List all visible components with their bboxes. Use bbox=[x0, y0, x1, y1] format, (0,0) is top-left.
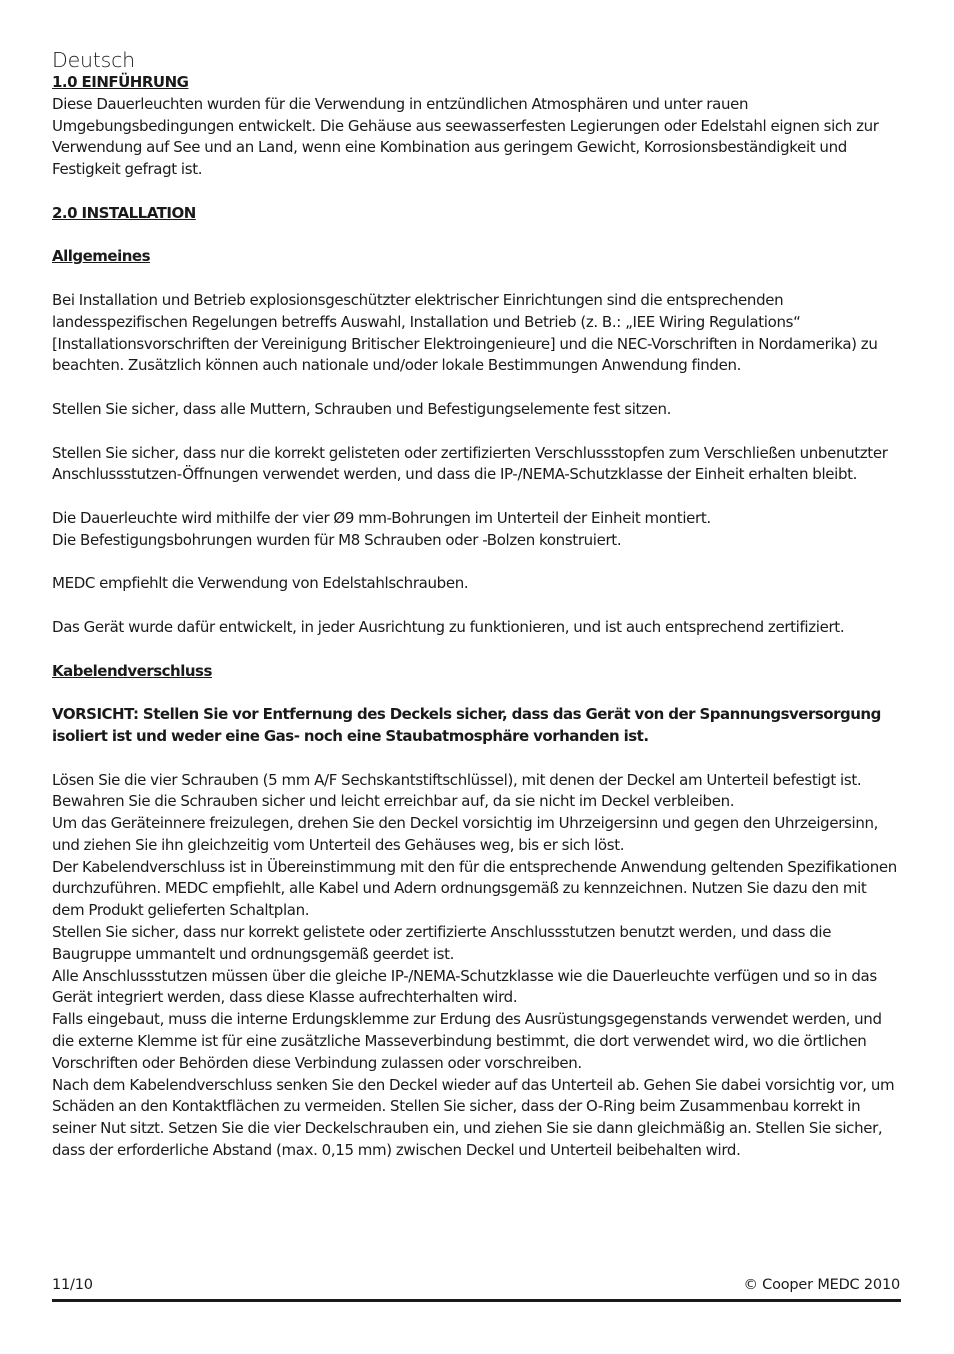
cable-heading: Kabelendverschluss bbox=[52, 661, 212, 680]
general-paragraph-screws: MEDC empfiehlt die Verwendung von Edelstahlschrauben. bbox=[52, 574, 469, 593]
cable-paragraph: Der Kabelendverschluss ist in Übereinstimmung mit den für die entsprechende Anwendung geltenden Spezifikationen durchzuführen. MEDC empfiehlt, alle Kabel und Adern ordnungsgemäß zu kennzeichnen. Nutzen Sie dazu den mit dem Produkt gelieferten Schaltplan. bbox=[52, 857, 897, 920]
page-number: 11/10 bbox=[52, 1277, 93, 1293]
intro-paragraph: Diese Dauerleuchten wurden für die Verwendung in entzündlichen Atmosphären und unter rauen Umgebungsbedingungen entwickelt. Die Gehäuse aus seewasserfesten Legierungen oder Edelstahl eignen sich zur Verwendung auf See und an Land, wenn eine Kombination aus geringem Gewicht, Korrosionsbeständigkeit und Festigkeit gefragt ist. bbox=[52, 94, 879, 179]
intro-heading: 1.0 EINFÜHRUNG bbox=[52, 73, 189, 91]
footer-divider bbox=[52, 1299, 901, 1302]
cable-paragraph: Stellen Sie sicher, dass nur korrekt gelistete oder zertifizierte Anschlussstutzen benutzt werden, und dass die Baugruppe ummantelt und ordnungsgemäß geerdet ist. bbox=[52, 923, 832, 963]
cable-paragraph: Lösen Sie die vier Schrauben (5 mm A/F Sechskantstiftschlüssel), mit denen der Deckel am Unterteil befestigt ist. Bewahren Sie die Schrauben sicher und leicht erreichbar auf, da sie nicht im Deckel verbleiben. bbox=[52, 770, 862, 811]
page-footer bbox=[52, 1277, 900, 1293]
installation-heading: 2.0 INSTALLATION bbox=[52, 203, 196, 222]
general-paragraph-regulations: Bei Installation und Betrieb explosionsgeschützter elektrischer Einrichtungen sind die entsprechenden landesspezifischen Regelungen betreffs Auswahl, Installation und Betrieb (z. B.: „IEE Wiring Regulations“ [Installationsvorschriften der Vereinigung Britischer Elektroingenieure] und die NEC-Vorschriften in Nordamerika) zu beachten. Zusätzlich können auch nationale und/oder lokale Bestimmungen Anwendung finden. bbox=[52, 290, 878, 375]
document-page bbox=[52, 48, 900, 1162]
cable-paragraph: Um das Geräteinnere freizulegen, drehen Sie den Deckel vorsichtig im Uhrzeigersinn und gegen den Uhrzeigersinn, und ziehen Sie ihn gleichzeitig vom Unterteil des Gehäuses weg, bis er sich löst. bbox=[52, 814, 879, 854]
caution-warning: VORSICHT: Stellen Sie vor Entfernung des Deckels sicher, dass das Gerät von der Spannungsversorgung isoliert ist und weder eine Gas- noch eine Staubatmosphäre vorhanden ist. bbox=[52, 705, 881, 745]
general-paragraph-stoppers: Stellen Sie sicher, dass nur die korrekt gelisteten oder zertifizierten Verschlussstopfen zum Verschließen unbenutzter Anschlussstutzen-Öffnungen verwendet werden, und dass die IP-/NEMA-Schutzklasse der Einheit erhalten bleibt. bbox=[52, 443, 888, 484]
copyright-notice: © Cooper MEDC 2010 bbox=[743, 1277, 900, 1293]
general-paragraph-orientation: Das Gerät wurde dafür entwickelt, in jeder Ausrichtung zu funktionieren, und ist auch entsprechend zertifiziert. bbox=[52, 617, 845, 636]
general-paragraph-mounting: Die Dauerleuchte wird mithilfe der vier Ø9 mm-Bohrungen im Unterteil der Einheit montiert. bbox=[52, 508, 711, 527]
cable-paragraph: Nach dem Kabelendverschluss senken Sie den Deckel wieder auf das Unterteil ab. Gehen Sie dabei vorsichtig vor, um Schäden an den Kontaktflächen zu vermeiden. Stellen Sie sicher, dass der O-Ring beim Zusammenbau korrekt in seiner Nut sitzt. Setzen Sie die vier Deckelschrauben ein, und ziehen Sie sie dann gleichmäßig an. Stellen Sie sicher, dass der erforderliche Abstand (max. 0,15 mm) zwischen Deckel und Unterteil beibehalten wird. bbox=[52, 1075, 895, 1160]
general-heading: Allgemeines bbox=[52, 247, 151, 266]
cable-paragraph: Falls eingebaut, muss die interne Erdungsklemme zur Erdung des Ausrüstungsgegenstands verwendet werden, und die externe Klemme ist für eine zusätzliche Masseverbindung bestimmt, die dort verwendet wird, wo die örtlichen Vorschriften oder Behörden diese Verbindung zulassen oder vorschreiben. bbox=[52, 1010, 882, 1072]
cable-paragraph: Alle Anschlussstutzen müssen über die gleiche IP-/NEMA-Schutzklasse wie die Dauerleuchte verfügen und so in das Gerät integriert werden, dass diese Klasse aufrechterhalten wird. bbox=[52, 966, 877, 1007]
language-title: Deutsch bbox=[52, 48, 135, 72]
document-body bbox=[52, 72, 900, 1162]
general-paragraph-fasteners: Stellen Sie sicher, dass alle Muttern, Schrauben und Befestigungselemente fest sitzen. bbox=[52, 399, 672, 418]
general-paragraph-mounting-bolts: Die Befestigungsbohrungen wurden für M8 Schrauben oder -Bolzen konstruiert. bbox=[52, 530, 622, 549]
